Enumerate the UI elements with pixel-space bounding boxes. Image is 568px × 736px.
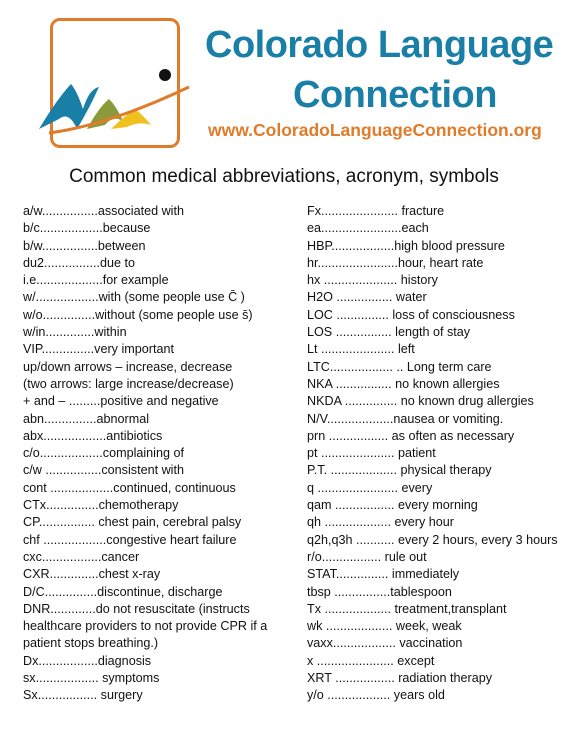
abbreviation-entry: b/c..................because: [23, 221, 151, 236]
abbreviation-entry: P.T. ................... physical therapy: [307, 463, 492, 478]
abbreviation-entry: HBP..................high blood pressure: [307, 238, 505, 253]
abbreviation-entry: x ...................... except: [307, 653, 435, 668]
abbreviation-entry: H2O ................ water: [307, 290, 427, 305]
logo: [50, 18, 180, 148]
abbreviation-entry: LTC.................. .. Long term care: [307, 359, 492, 374]
abbreviation-entry: w/o...............without (some people use s̄): [23, 307, 253, 322]
mountains-logo-graphic: [39, 29, 199, 149]
abbreviation-entry: N/V...................nausea or vomiting.: [307, 411, 504, 426]
abbreviation-entry: i.e...................for example: [23, 273, 169, 288]
abbreviations-right-column: [307, 203, 562, 705]
abbreviation-entry: CXR..............chest x-ray: [23, 567, 161, 582]
abbreviation-entry: chf ..................congestive heart failure: [23, 532, 237, 547]
title-line-1: Colorado Language: [205, 24, 554, 66]
teal-mountain: [39, 84, 99, 129]
abbreviation-entry: a/w................associated with: [23, 204, 184, 218]
abbreviation-entry: q2h,q3h ........... every 2 hours, every 3 hours: [307, 532, 558, 547]
abbreviation-entry: wk ................... week, weak: [307, 619, 462, 634]
page-subtitle: Common medical abbreviations, acronym, symbols: [69, 166, 499, 187]
website-link[interactable]: www.ColoradoLanguageConnection.org: [208, 120, 542, 140]
abbreviation-entry: c/o..................complaining of: [23, 446, 184, 461]
abbreviation-entry: vaxx.................. vaccination: [307, 636, 463, 651]
abbreviation-entry: NKA ................ no known allergies: [307, 376, 500, 391]
abbreviation-entry: du2................due to: [23, 255, 136, 270]
abbreviation-entry: abn...............abnormal: [23, 411, 149, 426]
abbreviation-entry: + and – .........positive and negative: [23, 394, 219, 409]
abbreviation-entry: c/w ................consistent with: [23, 463, 184, 478]
title-line-2: Connection: [293, 74, 497, 116]
abbreviation-entry: Lt ..................... left: [307, 342, 415, 357]
abbreviation-entry: LOC ............... loss of consciousness: [307, 307, 515, 322]
abbreviation-entry: (two arrows: large increase/decrease): [23, 376, 234, 391]
abbreviation-entry: VIP...............very important: [23, 342, 174, 357]
abbreviation-entry: cxc.................cancer: [23, 549, 140, 564]
abbreviations-left-column: [23, 203, 288, 705]
abbreviation-entry: Dx.................diagnosis: [23, 653, 152, 668]
abbreviation-entry: cont ..................continued, continuous: [23, 480, 236, 495]
abbreviation-entry: ea.......................each: [307, 221, 429, 236]
abbreviation-entry: abx..................antibiotics: [23, 428, 163, 443]
abbreviation-entry: y/o .................. years old: [307, 688, 445, 703]
abbreviation-entry: Fx...................... fracture: [307, 204, 445, 218]
abbreviation-entry: CTx...............chemotherapy: [23, 498, 179, 513]
abbreviation-entry: b/w................between: [23, 238, 146, 253]
abbreviation-entry: CP................ chest pain, cerebral palsy: [23, 515, 242, 530]
abbreviation-entry: LOS ................ length of stay: [307, 325, 471, 340]
abbreviation-entry: up/down arrows – increase, decrease: [23, 359, 233, 374]
abbreviation-entry: w/..................with (some people use C̄ ): [23, 290, 245, 305]
abbreviation-entry: hx ..................... history: [307, 273, 438, 288]
abbreviation-entry: pt ..................... patient: [307, 446, 436, 461]
abbreviation-entry: XRT ................. radiation therapy: [307, 671, 493, 686]
abbreviation-entry: w/in..............within: [23, 325, 127, 340]
abbreviation-entry: sx.................. symptoms: [23, 671, 160, 686]
sun-dot: [159, 69, 171, 81]
abbreviation-entry: hr.......................hour, heart rate: [307, 255, 484, 270]
abbreviation-entry: prn ................. as often as necessary: [307, 428, 515, 443]
abbreviation-entry: D/C...............discontinue, discharge: [23, 584, 223, 599]
abbreviation-entry: Tx ................... treatment,transplant: [307, 601, 507, 616]
abbreviation-entry: qh ................... every hour: [307, 515, 454, 530]
abbreviation-entry: r/o................. rule out: [307, 549, 427, 564]
abbreviation-entry: qam ................. every morning: [307, 498, 478, 513]
abbreviation-entry: q ....................... every: [307, 480, 433, 495]
abbreviation-entry: tbsp ................tablespoon: [307, 584, 452, 599]
abbreviation-entry: NKDA ............... no known drug allergies: [307, 394, 534, 409]
abbreviation-entry: Sx................. surgery: [23, 688, 143, 703]
abbreviation-entry: DNR.............do not resuscitate (instructs healthcare providers to not provide CPR if a patient stops breathing.): [23, 601, 268, 651]
abbreviation-entry: STAT............... immediately: [307, 567, 460, 582]
